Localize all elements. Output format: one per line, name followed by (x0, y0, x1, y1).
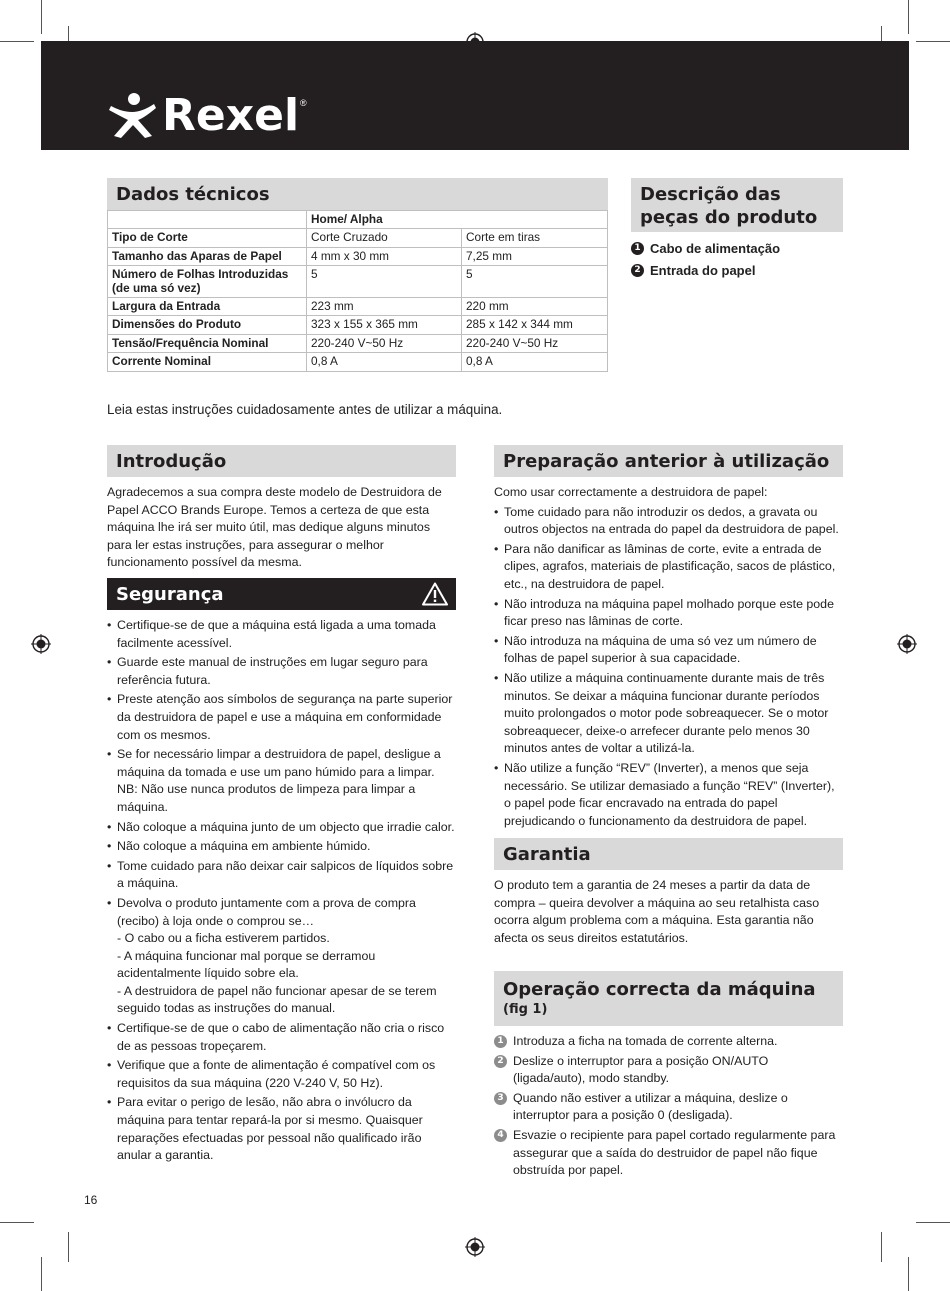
intro-paragraph: Agradecemos a sua compra deste modelo de Destruidora de Papel ACCO Brands Europe. Temos a certeza de que esta máquina lhe irá ser muito útil, mas dedique alguns minutos para ler estas instruções, para assegurar o melhor funcionamento possível da mesma. (107, 485, 442, 570)
registration-mark-icon (897, 634, 917, 654)
model-header: Home/ Alpha (307, 211, 608, 229)
row-label: Largura da Entrada (108, 298, 307, 316)
tech-header (107, 178, 608, 210)
list-item (631, 239, 843, 259)
read-note: Leia estas instruções cuidadosamente antes de utilizar a máquina. (107, 402, 503, 417)
table-cell (108, 211, 307, 229)
return-sub-item: - A máquina funcionar mal porque se derramou acidentalmente líquido sobre ela. (117, 948, 376, 981)
list-item: • Não introduza na máquina papel molhado porque este pode ficar preso nas lâminas de corte. (494, 596, 843, 631)
warning-triangle-icon (422, 582, 448, 606)
list-item (494, 1127, 843, 1180)
desc-title-line2: peças do produto (640, 207, 818, 228)
row-label: Tamanho das Aparas de Papel (108, 247, 307, 265)
prep-intro: Como usar correctamente a destruidora de papel: (494, 485, 768, 499)
list-item (631, 261, 843, 281)
number-badge: 2 (631, 264, 644, 277)
operation-header (494, 971, 843, 1026)
step-badge: 4 (494, 1129, 507, 1142)
prep-title: Preparação anterior à utilização (503, 451, 830, 472)
table-row (108, 229, 608, 247)
return-text: Devolva o produto juntamente com a prova de compra (recibo) à loja onde o comprou se… (117, 895, 416, 928)
crop-mark (68, 1232, 69, 1262)
cell-value: 7,25 mm (462, 247, 608, 265)
part-name: Cabo de alimentação (650, 241, 781, 256)
list-item: • Certifique-se de que a máquina está ligada a uma tomada facilmente acessível. (107, 617, 456, 652)
table-row (108, 353, 608, 371)
list-item: • Não introduza na máquina de uma só vez um número de folhas de papel superior à sua capacidade. (494, 633, 843, 668)
warranty-paragraph: O produto tem a garantia de 24 meses a partir da data de compra – queira devolver a máquina ao seu retalhista caso ocorra algum problema com a máquina. Esta garantia não afecta os seus direitos estatutários. (494, 878, 820, 945)
page-number: 16 (84, 1193, 98, 1207)
step-badge: 1 (494, 1035, 507, 1048)
return-sub-item: - A destruidora de papel não funcionar apesar de se terem seguido todas as instruções do manual. (117, 983, 437, 1016)
cell-value: 0,8 A (307, 353, 462, 371)
cell-value: 4 mm x 30 mm (307, 247, 462, 265)
safety-header (107, 578, 456, 610)
crop-mark (881, 1232, 882, 1262)
registered-mark: ® (300, 98, 307, 108)
table-row (108, 247, 608, 265)
crop-mark (916, 1222, 950, 1223)
table-row (108, 211, 608, 229)
list-item: • Não coloque a máquina junto de um objecto que irradie calor. (107, 819, 456, 837)
part-name: Entrada do papel (650, 263, 756, 278)
tech-title: Dados técnicos (116, 184, 270, 205)
desc-title-line1: Descrição das (640, 184, 781, 205)
table-row (108, 298, 608, 316)
step-text: Quando não estiver a utilizar a máquina, deslize o interruptor para a posição 0 (desligada). (513, 1090, 788, 1123)
list-item: • Tome cuidado para não deixar cair salpicos de líquidos sobre a máquina. (107, 858, 456, 893)
crop-mark (908, 1257, 909, 1291)
intro-text (107, 484, 456, 572)
intro-title: Introdução (116, 451, 227, 472)
parts-list (631, 239, 843, 283)
list-item: • Para evitar o perigo de lesão, não abra o invólucro da máquina para tentar repará-la por si mesmo. Quaisquer reparações efectuadas por pessoal não qualificado irão anular a garantia. (107, 1094, 456, 1164)
cell-value: 285 x 142 x 344 mm (462, 316, 608, 334)
crop-mark (0, 1222, 34, 1223)
step-badge: 3 (494, 1092, 507, 1105)
registration-mark-icon (31, 634, 51, 654)
list-item: • Certifique-se de que o cabo de alimentação não cria o risco de as pessoas tropeçarem. (107, 1020, 456, 1055)
cell-value: 323 x 155 x 365 mm (307, 316, 462, 334)
crop-mark (0, 41, 34, 42)
rexel-figure-icon (108, 92, 158, 138)
crop-mark (908, 0, 909, 34)
row-label: Tipo de Corte (108, 229, 307, 247)
crop-mark (916, 41, 950, 42)
list-item: • Verifique que a fonte de alimentação é compatível com os requisitos da sua máquina (220 V-240 V, 50 Hz). (107, 1057, 456, 1092)
warranty-text (494, 877, 843, 947)
table-row (108, 316, 608, 334)
list-item: • Tome cuidado para não introduzir os dedos, a gravata ou outros objectos na entrada do papel da destruidora de papel. (494, 504, 843, 539)
cell-value: 223 mm (307, 298, 462, 316)
return-sub-item: - O cabo ou a ficha estiverem partidos. (117, 931, 330, 946)
safety-list (107, 617, 456, 1167)
list-item (494, 1053, 843, 1088)
list-item: • Preste atenção aos símbolos de segurança na parte superior da destruidora de papel e use a máquina em conformidade com os mesmos. (107, 691, 456, 744)
crop-mark (41, 0, 42, 34)
list-item: • Não utilize a máquina continuamente durante mais de três minutos. Se deixar a máquina funcionar durante períodos muito prolongados o motor pode sobreaquecer. Se o motor sobreaquecer, deixe-o arrefecer durante pelo menos 30 minutos antes de voltar a utilizá-la. (494, 670, 843, 758)
operation-list (494, 1033, 843, 1182)
row-label: Número de Folhas Introduzidas (de uma só vez) (108, 266, 307, 298)
list-item: • Não coloque a máquina em ambiente húmido. (107, 838, 456, 856)
cell-value: 220-240 V~50 Hz (462, 334, 608, 352)
cell-value: 0,8 A (462, 353, 608, 371)
step-badge: 2 (494, 1055, 507, 1068)
list-item (107, 895, 456, 1018)
cell-value: 5 (462, 266, 608, 298)
step-text: Deslize o interruptor para a posição ON/AUTO (ligada/auto), modo standby. (513, 1053, 769, 1086)
row-label: Dimensões do Produto (108, 316, 307, 334)
step-text: Esvazie o recipiente para papel cortado regularmente para assegurar que a saída do destruidor de papel não fique obstruída por papel. (513, 1127, 836, 1178)
prep-text (494, 484, 843, 832)
crop-mark (41, 1257, 42, 1291)
brand-logo (108, 90, 307, 140)
list-item: • Não utilize a função “REV” (Inverter), a menos que seja necessário. Se utilizar demasiado a função “REV” (Inverter), o papel pode ficar encravado na entrada do papel prejudicando o funcionamento da destruidora de papel. (494, 760, 843, 830)
cell-value: 5 (307, 266, 462, 298)
registration-mark-icon (465, 1237, 485, 1257)
intro-header (107, 445, 456, 477)
list-item (494, 1033, 843, 1051)
tech-table (107, 210, 608, 372)
list-item: • Guarde este manual de instruções em lugar seguro para referência futura. (107, 654, 456, 689)
operation-subtitle: (fig 1) (503, 1002, 548, 1017)
cell-value: 220 mm (462, 298, 608, 316)
prep-header (494, 445, 843, 477)
row-label: Corrente Nominal (108, 353, 307, 371)
row-label: Tensão/Frequência Nominal (108, 334, 307, 352)
step-text: Introduza a ficha na tomada de corrente alterna. (513, 1034, 778, 1048)
list-item (494, 1090, 843, 1125)
cell-value: Corte Cruzado (307, 229, 462, 247)
cell-value: 220-240 V~50 Hz (307, 334, 462, 352)
warranty-title: Garantia (503, 844, 591, 865)
brand-name: Rexel (162, 89, 300, 141)
list-item: • Se for necessário limpar a destruidora de papel, desligue a máquina da tomada e use um pano húmido para a limpar. NB: Não use nunca produtos de limpeza para limpar a máquina. (107, 746, 456, 816)
operation-title: Operação correcta da máquina (503, 979, 816, 1000)
number-badge: 1 (631, 242, 644, 255)
warranty-header (494, 838, 843, 870)
list-item: • Para não danificar as lâminas de corte, evite a entrada de clipes, agrafos, materiais de plastificação, sacos de plástico, etc., na destruidora de papel. (494, 541, 843, 594)
table-row (108, 334, 608, 352)
cell-value: Corte em tiras (462, 229, 608, 247)
desc-header (631, 178, 843, 232)
safety-title: Segurança (116, 584, 224, 605)
table-row (108, 266, 608, 298)
